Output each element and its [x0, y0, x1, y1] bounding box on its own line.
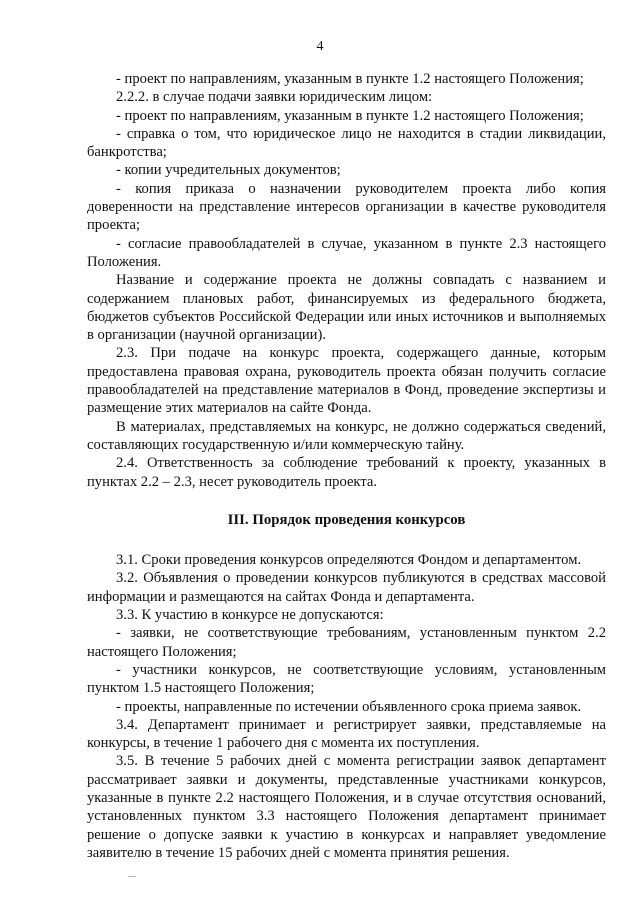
page-number: 4: [316, 39, 324, 54]
paragraph-liquidation-certificate: - справка о том, что юридическое лицо не находится в стадии ликвидации, банкротства;: [87, 125, 606, 161]
paragraph-3-3-not-admitted: 3.3. К участию в конкурсе не допускаются:: [116, 607, 384, 624]
paragraph-3-1-terms: 3.1. Сроки проведения конкурсов определяются Фондом и департаментом.: [116, 552, 582, 569]
paragraph-secret-information: В материалах, представляемых на конкурс, не должно содержаться сведений, составляющих государственную и/или коммерческую тайну.: [87, 418, 606, 453]
paragraph-3-5-review: 3.5. В течение 5 рабочих дней с момента регистрации заявок департамент рассматривает заявки и документы, представленные участниками конкурсов, указанные в пункте 2.2 настоящего Положения, и в случае отсутствия оснований, установленных пунктом 3.3 настоящего Положения департамент принимает решение о допуске заявки к участию в конкурсах и направляет уведомление заявителю в течение 15 рабочих дней с момента принятия решения.: [87, 753, 606, 861]
document-body: [87, 70, 606, 862]
paragraph-founding-documents: - копии учредительных документов;: [116, 162, 341, 179]
paragraph-late-projects: - проекты, направленные по истечении объявленного срока приема заявок.: [116, 698, 582, 715]
paragraph-project-directions: - проект по направлениям, указанным в пункте 1.2 настоящего Положения;: [116, 71, 584, 87]
paragraph-appointment-order: - копия приказа о назначении руководителем проекта либо копия доверенности на представление интересов организации в качестве руководителя проекта;: [87, 180, 606, 234]
scan-mark: [128, 876, 136, 877]
paragraph-nonconforming-participants: - участники конкурсов, не соответствующие условиям, установленным пунктом 1.5 настоящего Положения;: [87, 661, 606, 697]
paragraph-3-4-registration: 3.4. Департамент принимает и регистрирует заявки, представляемые на конкурсы, в течение 1 рабочего дня с момента их поступления.: [87, 716, 606, 752]
paragraph-3-2-announcements: 3.2. Объявления о проведении конкурсов публикуются в средствах массовой информации и размещаются на сайтах Фонда и департамента.: [87, 570, 606, 605]
section-heading: III. Порядок проведения конкурсов: [227, 511, 466, 528]
paragraph-legal-entity-project: - проект по направлениям, указанным в пункте 1.2 настоящего Положения;: [116, 107, 584, 124]
paragraph-legal-entity-application: 2.2.2. в случае подачи заявки юридическим лицом:: [116, 89, 433, 106]
paragraph-rightholder-consent: - согласие правообладателей в случае, указанном в пункте 2.3 настоящего Положения.: [87, 235, 606, 270]
paragraph-2-4-responsibility: 2.4. Ответственность за соблюдение требований к проекту, указанных в пунктах 2.2 – 2.3, несет руководитель проекта.: [87, 455, 606, 490]
paragraph-2-3-legal-protection: 2.3. При подаче на конкурс проекта, содержащего данные, которым предоставлена правовая охрана, руководитель проекта обязан получить согласие правообладателей на представление материалов в Фонд, проведение экспертизы и размещение этих материалов на сайте Фонда.: [87, 345, 606, 417]
paragraph-project-title-requirement: Название и содержание проекта не должны совпадать с названием и содержанием плановых работ, финансируемых из федерального бюджета, бюджетов субъектов Российской Федерации или иных источников и выполняемых в организации (научной организации).: [87, 272, 606, 344]
paragraph-nonconforming-applications: - заявки, не соответствующие требованиям, установленным пунктом 2.2 настоящего Положения;: [87, 625, 606, 660]
